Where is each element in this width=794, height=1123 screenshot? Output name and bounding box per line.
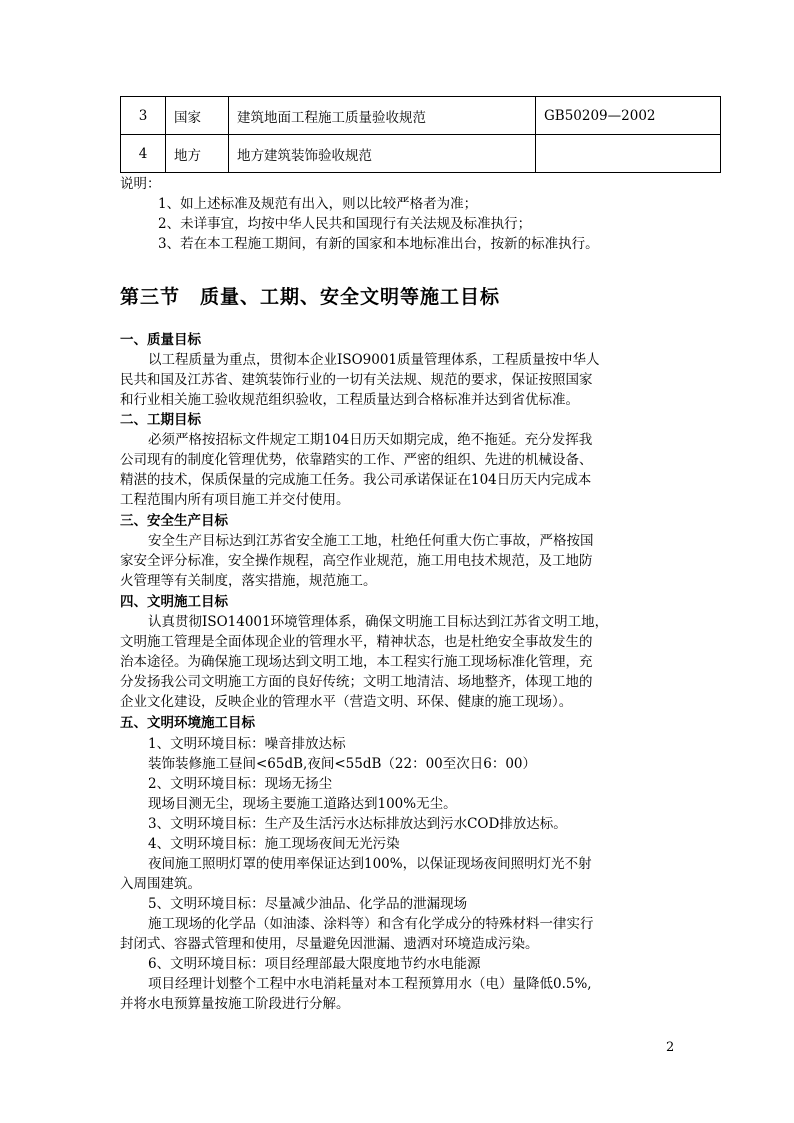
paragraph-line: 3、文明环境目标：生产及生活污水达标排放达到污水COD排放达标。 [148,816,567,832]
subsection-title-safety: 三、安全生产目标 [120,513,228,529]
paragraph-line: 1、文明环境目标：噪音排放达标 [148,736,346,752]
paragraph-line: 5、文明环境目标：尽量减少油品、化学品的泄漏现场 [148,896,468,912]
note-item: 2、未详事宜，均按中华人民共和国现行有关法规及标准执行； [158,216,532,232]
paragraph-line: 家安全评分标准，安全操作规程，高空作业规范，施工用电技术规范，及工地防 [120,553,593,569]
row-number: 4 [121,135,166,173]
row-standard-code [536,135,721,173]
paragraph-line: 企业文化建设，反映企业的管理水平（营造文明、环保、健康的施工现场）。 [120,694,573,710]
paragraph-line: 4、文明环境目标：施工现场夜间无光污染 [148,836,400,852]
paragraph-line: 治本途径。为确保施工现场达到文明工地，本工程实行施工现场标准化管理，充 [120,654,593,670]
paragraph-line: 文明施工管理是全面体现企业的管理水平，精神状态，也是杜绝安全事故发生的 [120,634,593,650]
paragraph-line: 装饰装修施工昼间<65dB,夜间<55dB（22：00至次日6：00） [148,756,537,772]
subsection-title-quality: 一、质量目标 [120,332,201,348]
note-item: 1、如上述标准及规范有出入，则以比较严格者为准； [158,196,478,212]
subsection-title-environment: 五、文明环境施工目标 [120,715,255,731]
paragraph-line: 施工现场的化学品（如油漆、涂料等）和含有化学成分的特殊材料一律实行 [148,916,594,932]
paragraph-line: 2、文明环境目标：现场无扬尘 [148,776,333,792]
section-heading: 第三节 质量、工期、安全文明等施工目标 [120,286,501,308]
notes-label: 说明： [120,176,161,192]
table-row [121,135,721,173]
paragraph-line: 项目经理计划整个工程中水电消耗量对本工程预算用水（电）量降低0.5%, [148,976,592,992]
subsection-title-schedule: 二、工期目标 [120,412,201,428]
row-number: 3 [121,97,166,135]
paragraph-line: 封闭式、容器式管理和使用，尽量避免因泄漏、遗洒对环境造成污染。 [120,936,539,952]
paragraph-line: 精湛的技术，保质保量的完成施工任务。我公司承诺保证在104日历天内完成本 [120,472,592,488]
paragraph-line: 火管理等有关制度，落实措施，规范施工。 [120,573,377,589]
paragraph-line: 公司现有的制度化管理优势，依靠踏实的工作、严密的组织、先进的机械设备、 [120,452,593,468]
paragraph-line: 安全生产目标达到江苏省安全施工工地，杜绝任何重大伤亡事故，严格按国 [148,533,594,549]
paragraph-line: 6、文明环境目标：项目经理部最大限度地节约水电能源 [148,956,481,972]
paragraph-line: 民共和国及江苏省、建筑装饰行业的一切有关法规、规范的要求，保证按照国家 [120,372,593,388]
paragraph-line: 现场目测无尘，现场主要施工道路达到100%无尘。 [148,796,457,812]
subsection-title-civilized: 四、文明施工目标 [120,594,228,610]
paragraph-line: 工程范围内所有项目施工并交付使用。 [120,492,350,508]
note-item: 3、若在本工程施工期间，有新的国家和本地标准出台，按新的标准执行。 [158,236,599,252]
row-standard-code: GB50209—2002 [536,97,721,135]
paragraph-line: 认真贯彻ISO14001环境管理体系，确保文明施工目标达到江苏省文明工地， [148,614,609,630]
paragraph-line: 和行业相关施工验收规范组织验收，工程质量达到合格标准并达到省优标准。 [120,392,579,408]
paragraph-line: 以工程质量为重点，贯彻本企业ISO9001质量管理体系，工程质量按中华人 [148,352,600,368]
standards-table [120,96,721,173]
paragraph-line: 并将水电预算量按施工阶段进行分解。 [120,996,350,1012]
row-standard-name: 建筑地面工程施工质量验收规范 [229,97,536,135]
paragraph-line: 必须严格按招标文件规定工期104日历天如期完成，绝不拖延。充分发挥我 [148,432,593,448]
page-number: 2 [666,1040,675,1055]
row-level: 地方 [166,135,229,173]
paragraph-line: 夜间施工照明灯罩的使用率保证达到100%，以保证现场夜间照明灯光不射 [148,856,592,872]
paragraph-line: 入周围建筑。 [120,876,201,892]
row-standard-name: 地方建筑装饰验收规范 [229,135,536,173]
row-level: 国家 [166,97,229,135]
table-row [121,97,721,135]
paragraph-line: 分发扬我公司文明施工方面的良好传统；文明工地清洁、场地整齐，体现工地的 [120,674,593,690]
